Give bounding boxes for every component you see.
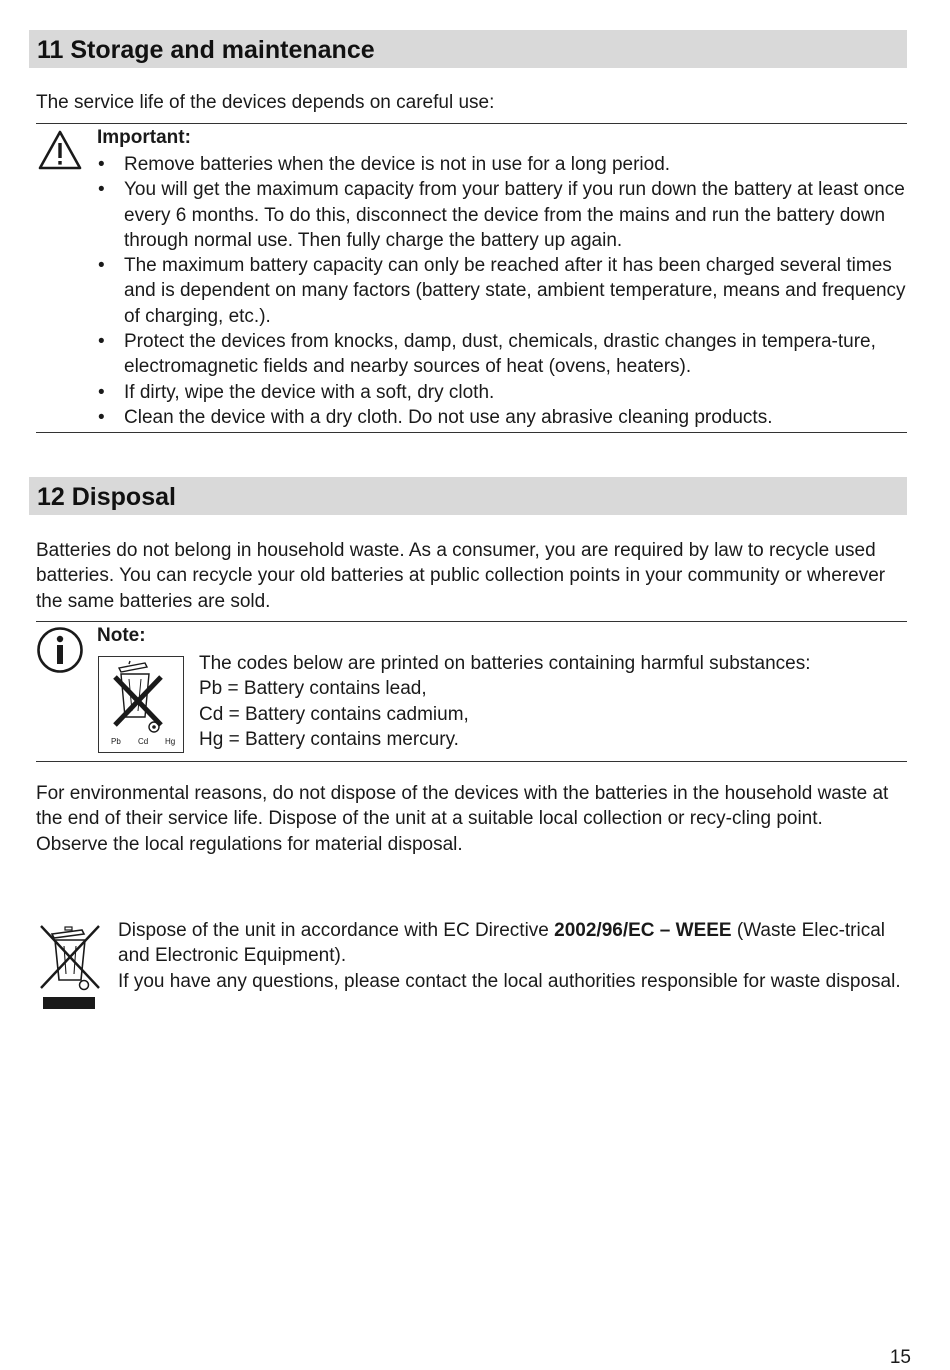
- weee-directive-text: Dispose of the unit in accordance with EC Directive 2002/96/EC – WEEE (Waste Elec-trical and Electronic Equipment).: [118, 920, 886, 967]
- warning-triangle-icon: [36, 128, 84, 172]
- battery-code-hg: Hg: [165, 737, 176, 746]
- important-list: [97, 152, 907, 430]
- section-12-header: [29, 477, 907, 515]
- section-11-title: 11 Storage and maintenance: [37, 36, 375, 64]
- important-label: Important:: [97, 127, 191, 148]
- battery-code-cd: Cd: [138, 737, 149, 746]
- note-line: The codes below are printed on batteries containing harmful substances:: [199, 653, 811, 674]
- list-item: • Protect the devices from knocks, damp, dust, chemicals, drastic changes in tempera-ture, electromagnetic fields and nearby sources of heat (ovens, heaters).: [98, 331, 876, 378]
- note-top-rule: [36, 621, 907, 622]
- battery-disposal-image: [98, 656, 184, 753]
- battery-code-pb: Pb: [111, 737, 121, 746]
- list-item: • You will get the maximum capacity from your battery if you run down the battery at least once every 6 months. To do this, disconnect the device from the mains and run the battery down through normal use. Then fully charge the battery up again.: [98, 179, 905, 251]
- section-12-title: 12 Disposal: [37, 483, 176, 511]
- note-line: Hg = Battery contains mercury.: [199, 728, 459, 750]
- section-11-intro: The service life of the devices depends on careful use:: [36, 92, 495, 113]
- note-line: Cd = Battery contains cadmium,: [199, 703, 469, 725]
- environment-text: For environmental reasons, do not dispose of the devices with the batteries in the household waste at the end of their service life. Dispose of the unit at a suitable local collection or recy-cling point.: [36, 783, 889, 830]
- note-line: Pb = Battery contains lead,: [199, 678, 427, 700]
- page-number: 15: [889, 1347, 911, 1368]
- list-item: • If dirty, wipe the device with a soft, dry cloth.: [98, 381, 495, 403]
- list-item: • The maximum battery capacity can only be reached after it has been charged several times and is dependent on many factors (battery state, ambient temperature, means and frequency of charging, etc.).: [98, 255, 906, 327]
- section-11-header: [29, 30, 907, 68]
- section-12-intro: Batteries do not belong in household waste. As a consumer, you are required by law to recycle used batteries. You can recycle your old batteries at public collection points in your community or wherever the same batteries are sold.: [36, 540, 886, 612]
- regulations-text: Observe the local regulations for material disposal.: [36, 833, 463, 855]
- crossed-out-wheelie-bin-icon: [38, 922, 100, 1014]
- environment-paragraph: [36, 781, 906, 857]
- list-item: • Clean the device with a dry cloth. Do not use any abrasive cleaning products.: [98, 406, 773, 428]
- note-text: [199, 651, 899, 752]
- important-bottom-rule: [36, 432, 907, 433]
- note-label: Note:: [97, 625, 146, 646]
- weee-paragraph: [118, 918, 908, 994]
- weee-directive-code: 2002/96/EC – WEEE: [554, 920, 732, 941]
- important-top-rule: [36, 123, 907, 124]
- note-bottom-rule: [36, 761, 907, 762]
- list-item: • Remove batteries when the device is not in use for a long period.: [98, 154, 671, 175]
- info-icon: [36, 626, 84, 674]
- weee-contact-text: If you have any questions, please contact the local authorities responsible for waste disposal.: [118, 970, 901, 992]
